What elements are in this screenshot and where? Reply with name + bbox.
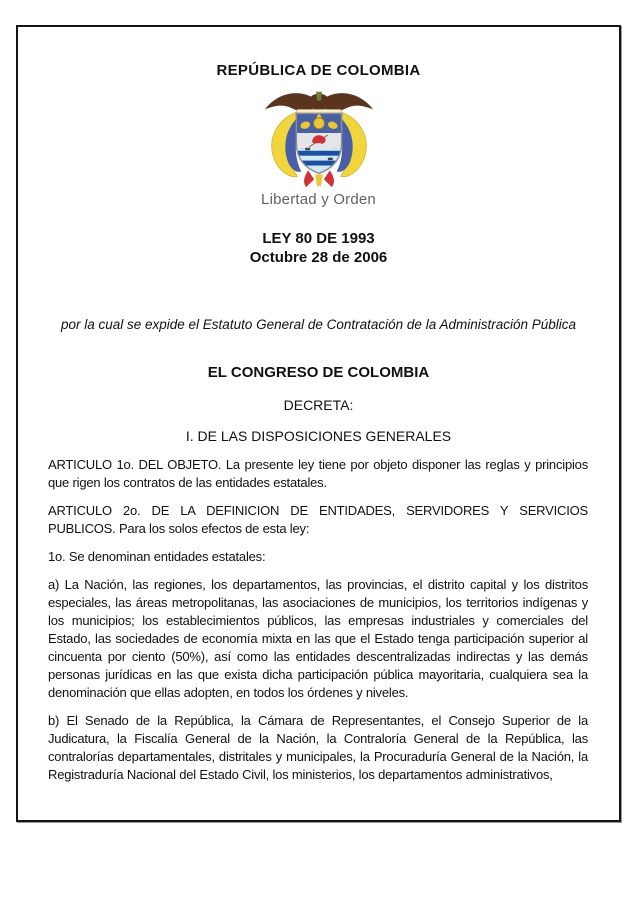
issuer-heading: EL CONGRESO DE COLOMBIA	[207, 364, 430, 381]
country-title: REPÚBLICA DE COLOMBIA	[216, 62, 421, 79]
section-heading: I. DE LAS DISPOSICIONES GENERALES	[185, 428, 452, 444]
paragraph-numeral-1o: 1o. Se denominan entidades estatales:	[48, 549, 266, 564]
body-text	[48, 456, 588, 794]
law-title: LEY 80 DE 1993	[262, 230, 375, 247]
paragraph-articulo-2: ARTICULO 2o. DE LA DEFINICION DE ENTIDADES, SERVIDORES Y SERVICIOS PUBLICOS. Para los solos efectos de esta ley:	[48, 503, 588, 536]
emblem-container	[18, 85, 619, 194]
law-purpose-line: por la cual se expide el Estatuto General de Contratación de la Administración Pública	[60, 317, 577, 332]
decree-label: DECRETA:	[283, 397, 354, 413]
emblem-motto: Libertad y Orden	[261, 191, 376, 208]
law-date: Octubre 28 de 2006	[249, 249, 388, 266]
paragraph-literal-a: a) La Nación, las regiones, los departamentos, las provincias, el distrito capital y los distritos especiales, las áreas metropolitanas, las asociaciones de municipios, los territorios indígenas y los municipios; los establecimientos públicos, las empresas industriales y comerciales del Estado, las sociedades de economía mixta en las que el Estado tenga participación superior al cincuenta por ciento (50%), así como las entidades descentralizadas indirectas y las demás personas jurídicas en las que exista dicha participación pública mayoritaria, cualquiera sea la denominación que ellas adopten, en todos los órdenes y niveles.	[48, 577, 588, 700]
paragraph-literal-b: b) El Senado de la República, la Cámara de Representantes, el Consejo Superior de la Judicatura, la Fiscalía General de la Nación, la Contraloría General de la República, las contralorías departamentales, distritales y municipales, la Procuraduría General de la Nación, la Registraduría Nacional del Estado Civil, los ministerios, los departamentos administrativos,	[48, 713, 588, 782]
colombia-coat-of-arms-icon	[260, 85, 378, 189]
page-border-frame	[16, 25, 621, 822]
paragraph-articulo-1: ARTICULO 1o. DEL OBJETO. La presente ley tiene por objeto disponer las reglas y principios que rigen los contratos de las entidades estatales.	[48, 457, 588, 490]
